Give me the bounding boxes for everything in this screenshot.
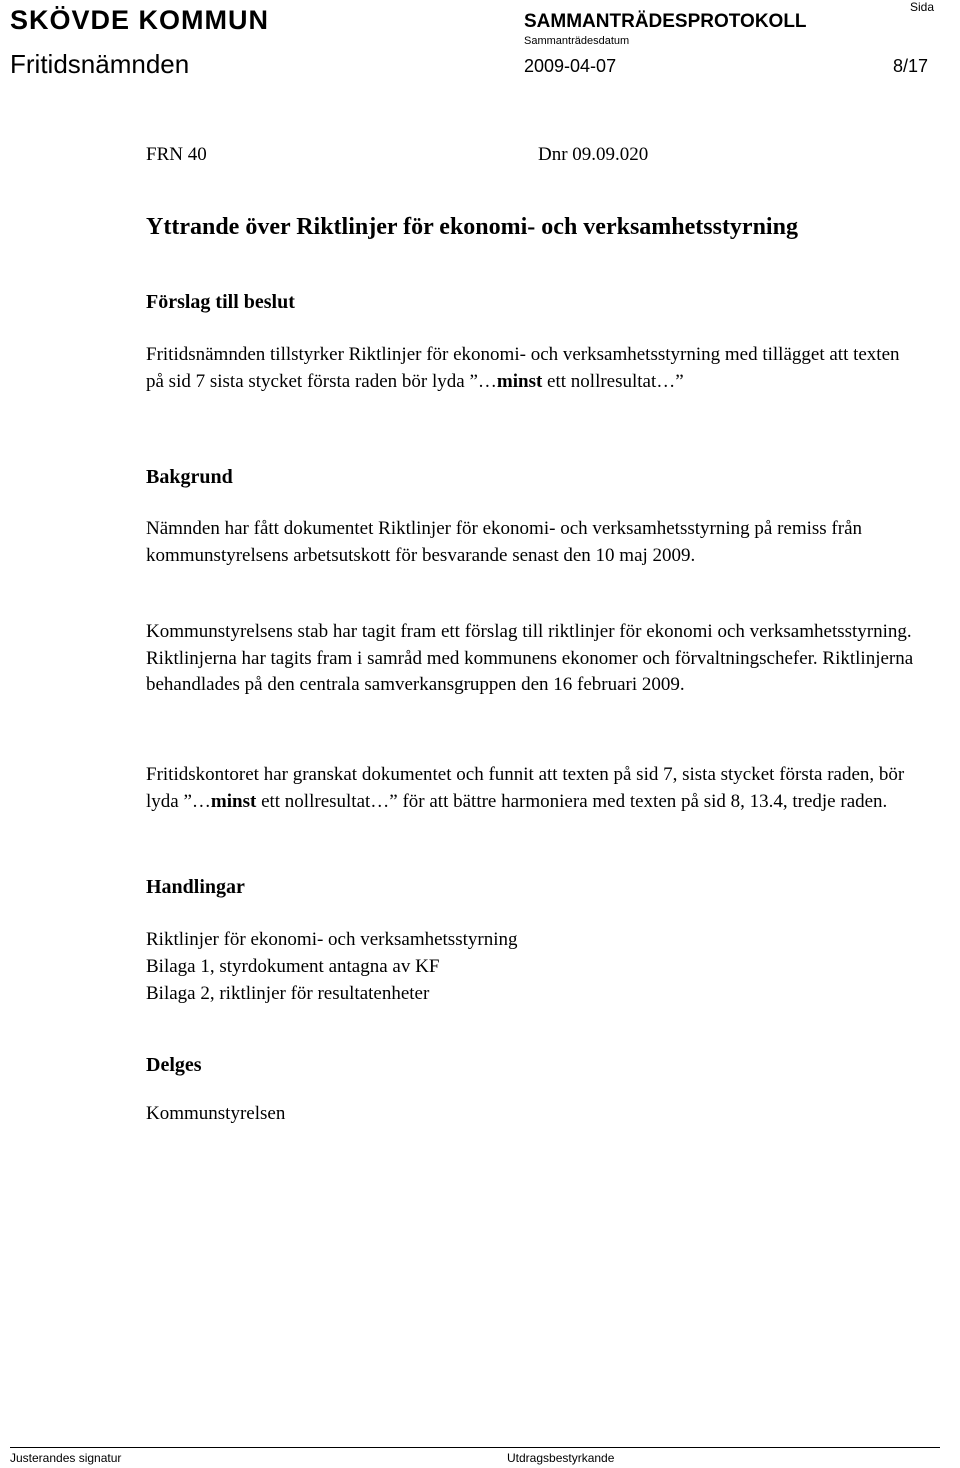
proposal-text bbox=[146, 342, 916, 395]
distribution-heading: Delges bbox=[146, 1054, 202, 1076]
page-number: 8/17 bbox=[893, 56, 929, 76]
proposal-text-start: Fritidsnämnden tillstyrker Riktlinjer för ekonomi- och verksamhetsstyrning med tillägget att texten på sid 7 sista stycket första raden bör lyda ”… bbox=[146, 344, 900, 392]
proposal-emphasis: minst bbox=[496, 370, 543, 392]
signature-label: Justerandes signatur bbox=[10, 1451, 122, 1465]
background-text-2: Kommunstyrelsens stab har tagit fram ett förslag till riktlinjer för ekonomi och verksamhetsstyrning. Riktlinjerna har tagits fram i samråd med kommunens ekonomer och förvaltningschefer. Riktlinjerna behandlades på den centrala samverkansgruppen den 16 februari 2009. bbox=[146, 621, 914, 695]
documents-item: Riktlinjer för ekonomi- och verksamhetsstyrning bbox=[146, 929, 518, 950]
documents-item: Bilaga 2, riktlinjer för resultatenheter bbox=[146, 983, 430, 1004]
documents-heading: Handlingar bbox=[146, 876, 245, 898]
background-emphasis: minst bbox=[210, 790, 257, 812]
organization-logo: SKÖVDE KOMMUN bbox=[10, 5, 270, 35]
meeting-date: 2009-04-07 bbox=[524, 56, 617, 76]
background-text-3-end: ett nollresultat…” för att bättre harmoniera med texten på sid 8, 13.4, tredje raden. bbox=[256, 790, 888, 812]
document-title: Yttrande över Riktlinjer för ekonomi- och verksamhetsstyrning bbox=[146, 214, 798, 240]
page-label: Sida bbox=[910, 0, 935, 14]
diary-number: Dnr 09.09.020 bbox=[538, 144, 649, 165]
case-number: FRN 40 bbox=[146, 144, 207, 165]
proposal-heading: Förslag till beslut bbox=[146, 291, 295, 313]
documents-item: Bilaga 1, styrdokument antagna av KF bbox=[146, 956, 440, 977]
background-paragraph-2 bbox=[146, 619, 916, 699]
protocol-title: SAMMANTRÄDESPROTOKOLL bbox=[524, 11, 807, 32]
background-text-1: Nämnden har fått dokumentet Riktlinjer för ekonomi- och verksamhetsstyrning på remiss från kommunstyrelsens arbetsutskott för besvarande senast den 10 maj 2009. bbox=[146, 518, 863, 566]
background-paragraph-3 bbox=[146, 762, 916, 815]
background-heading: Bakgrund bbox=[146, 466, 233, 488]
footer-divider bbox=[10, 1447, 940, 1448]
committee-name: Fritidsnämnden bbox=[10, 49, 190, 79]
background-paragraph-1 bbox=[146, 516, 916, 569]
meeting-date-label: Sammanträdesdatum bbox=[524, 35, 630, 47]
extract-certification-label: Utdragsbestyrkande bbox=[507, 1451, 615, 1465]
background-text-3-start: Fritidskontoret har granskat dokumentet och funnit att texten på sid 7, sista stycket första raden, bör lyda ”… bbox=[146, 764, 905, 812]
distribution-item: Kommunstyrelsen bbox=[146, 1103, 286, 1124]
proposal-text-end: ett nollresultat…” bbox=[542, 370, 684, 392]
